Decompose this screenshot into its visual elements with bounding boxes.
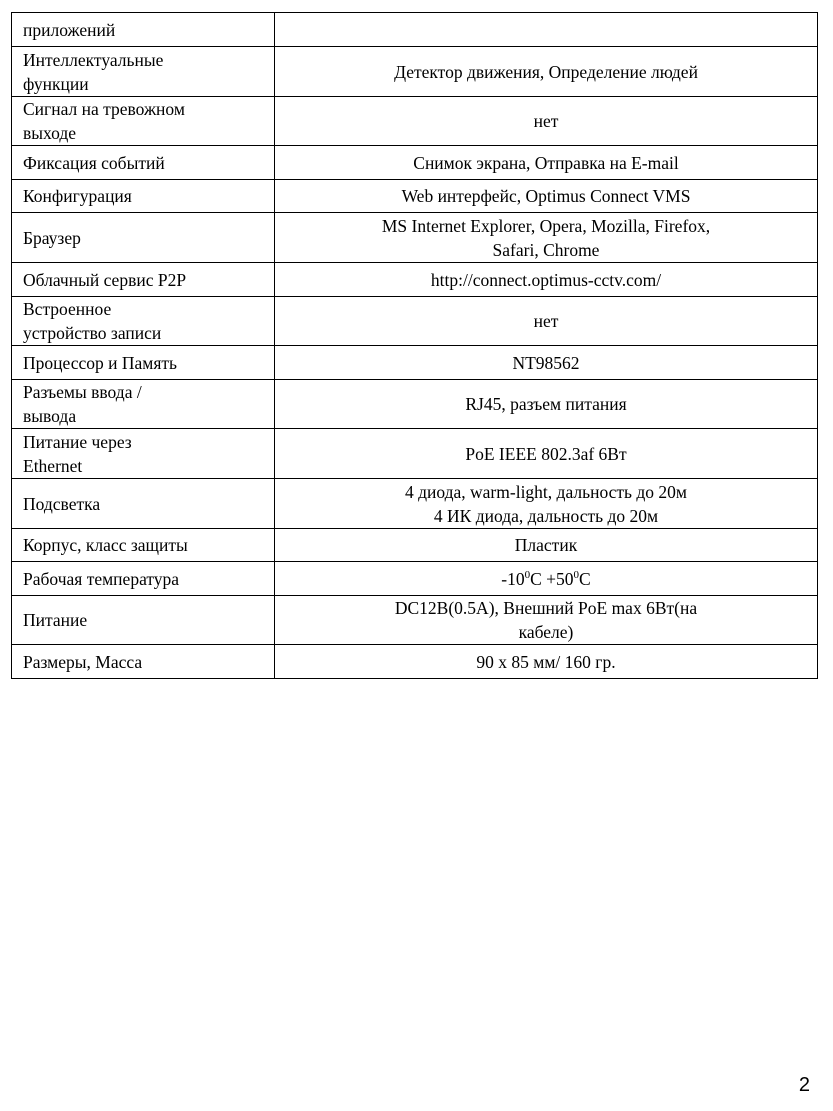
spec-value-line: 4 ИК диода, дальность до 20м [433,505,659,526]
spec-label-line: Рабочая температура [23,568,180,589]
spec-label-line: Процессор и Память [23,352,178,373]
table-row [12,529,818,562]
table-row [12,213,818,263]
table-row [12,97,818,146]
spec-value-cell [275,479,818,529]
spec-value-cell [275,529,818,562]
spec-value-line: 4 диода, warm-light, дальность до 20м [404,481,688,502]
spec-label-line: Облачный сервис P2P [23,269,187,290]
spec-value-line: MS Internet Explorer, Opera, Mozilla, Firefox, [381,215,711,236]
spec-label-line: Сигнал на тревожном [23,99,185,119]
spec-value-cell [275,97,818,146]
temperature-unit: C [579,568,591,589]
spec-label-line: Встроенное [23,299,112,319]
spec-value-cell [275,346,818,380]
spec-label-line: функции [23,73,89,94]
degree-mark: 0 [524,568,531,581]
table-row [12,346,818,380]
spec-label-cell [12,263,275,297]
table-row [12,596,818,645]
spec-value-line: PoE IEEE 802.3af 6Вт [465,443,627,464]
spec-value-line: нет [533,311,559,331]
spec-value-line: нет [533,111,559,131]
spec-label-line: приложений [23,19,116,40]
table-row [12,429,818,479]
spec-value-line: DC12В(0.5А), Внешний PoE max 6Вт(на [394,598,698,618]
spec-value-line: Safari, Chrome [492,239,600,260]
spec-value-cell [275,596,818,645]
spec-label-cell [12,596,275,645]
table-row [12,562,818,596]
temperature-unit: C [530,568,542,589]
temperature-max: +50 [546,568,574,589]
table-row [12,297,818,346]
table-row [12,645,818,679]
table-row [12,13,818,47]
spec-label-line: устройство записи [23,323,162,343]
spec-label-line: Интеллектуальные [23,49,164,70]
spec-label-line: Фиксация событий [23,152,165,173]
spec-value-cell [275,146,818,180]
spec-table-body [12,13,818,679]
spec-label-cell [12,562,275,596]
spec-value-line: NT98562 [512,352,580,373]
spec-label-line: Ethernet [23,455,83,476]
spec-label-cell [12,13,275,47]
table-row [12,263,818,297]
spec-value-cell [275,47,818,97]
spec-label-line: Размеры, Масса [23,651,143,672]
spec-label-line: выходе [23,123,77,143]
spec-label-line: Конфигурация [23,186,132,206]
spec-value-cell [275,380,818,429]
spec-label-line: вывода [23,406,77,426]
spec-label-line: Браузер [23,227,81,248]
spec-label-line: Питание через [23,431,132,452]
spec-value-line: Пластик [514,535,578,555]
spec-value-cell [275,297,818,346]
table-row [12,146,818,180]
spec-label-line: Питание [23,610,88,630]
spec-label-line: Разъемы ввода / [23,382,142,402]
spec-value-cell [275,180,818,213]
spec-value-line: http://connect.optimus-cctv.com/ [430,269,662,290]
spec-table [11,12,818,679]
table-row [12,47,818,97]
spec-label-cell [12,479,275,529]
spec-label-line: Корпус, класс защиты [23,535,188,555]
spec-value-cell [275,562,818,596]
spec-label-cell [12,146,275,180]
spec-label-cell [12,180,275,213]
spec-label-cell [12,346,275,380]
degree-mark: 0 [573,568,580,581]
spec-value-cell [275,429,818,479]
spec-value-cell [275,213,818,263]
spec-label-cell [12,645,275,679]
spec-label-cell [12,380,275,429]
spec-value-line: кабеле) [518,622,574,642]
spec-value-cell [275,13,818,47]
page-number: 2 [798,1074,810,1096]
spec-value-cell [275,645,818,679]
spec-label-cell [12,213,275,263]
spec-value-line: Детектор движения, Определение людей [394,61,698,82]
table-row [12,479,818,529]
spec-label-cell [12,429,275,479]
spec-label-cell [12,297,275,346]
spec-label-cell [12,97,275,146]
spec-label-line: Подсветка [23,493,101,514]
spec-value-line: 90 х 85 мм/ 160 гр. [476,651,616,672]
spec-value-line: Снимок экрана, Отправка на E-mail [413,152,679,173]
temperature-range [286,567,806,591]
spec-value-cell [275,263,818,297]
temperature-min: -10 [501,568,525,589]
table-row [12,180,818,213]
spec-label-cell [12,529,275,562]
spec-label-cell [12,47,275,97]
spec-value-line: Web интерфейс, Optimus Connect VMS [401,186,691,206]
table-row [12,380,818,429]
spec-value-line: RJ45, разъем питания [465,394,627,414]
